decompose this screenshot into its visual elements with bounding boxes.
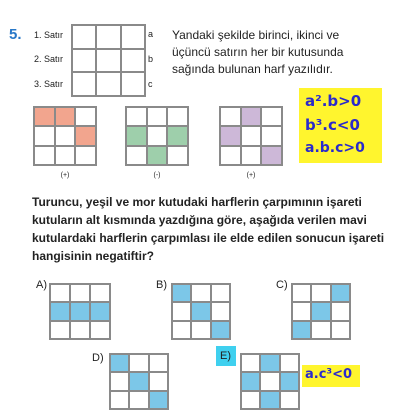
purple-grid — [219, 106, 283, 166]
handwritten-note-answer — [302, 365, 360, 387]
question-text: Turuncu, yeşil ve mor kutudaki harflerin çarpımının işareti kutuların alt kısmında yazdığına göre, aşağıda verilen mavi kutulardaki harflerin çarpımlası ile elde edilen sonucun işareti hangisinin negatiftir? — [32, 195, 385, 263]
option-c-grid[interactable] — [291, 283, 351, 340]
orange-sign: (+) — [60, 172, 70, 179]
question-number: 5. — [9, 26, 22, 43]
row-label-3: 3. Satır — [34, 79, 64, 89]
intro-text: Yandaki şekilde birinci, ikinci ve üçüncü satırın her bir kutusunda sağında bulunan harf yazılıdır. — [172, 28, 344, 76]
letter-c: c — [148, 79, 153, 89]
note-line-2: b³.c<0 — [305, 116, 360, 134]
handwritten-note — [299, 88, 382, 163]
option-c-label[interactable]: C) — [276, 279, 288, 291]
option-e-grid[interactable] — [240, 353, 300, 410]
letter-a: a — [148, 29, 154, 39]
note-line-1: a².b>0 — [305, 92, 362, 110]
option-d-grid[interactable] — [109, 353, 169, 410]
option-a-grid[interactable] — [49, 283, 111, 340]
note-line-3: a.b.c>0 — [305, 140, 365, 156]
purple-sign: (+) — [246, 172, 256, 179]
letter-b: b — [148, 54, 154, 64]
orange-grid — [33, 106, 97, 166]
row-label-2: 2. Satır — [34, 54, 64, 64]
option-e-label[interactable]: E) — [220, 350, 231, 362]
option-b-label[interactable]: B) — [156, 279, 167, 291]
green-sign: (-) — [153, 172, 161, 179]
main-grid — [71, 24, 146, 97]
note-answer-text: a.c³<0 — [305, 367, 353, 382]
option-b-grid[interactable] — [171, 283, 231, 340]
option-a-label[interactable]: A) — [36, 279, 47, 291]
green-grid — [125, 106, 189, 166]
option-d-label[interactable]: D) — [92, 352, 104, 364]
row-label-1: 1. Satır — [34, 30, 64, 40]
